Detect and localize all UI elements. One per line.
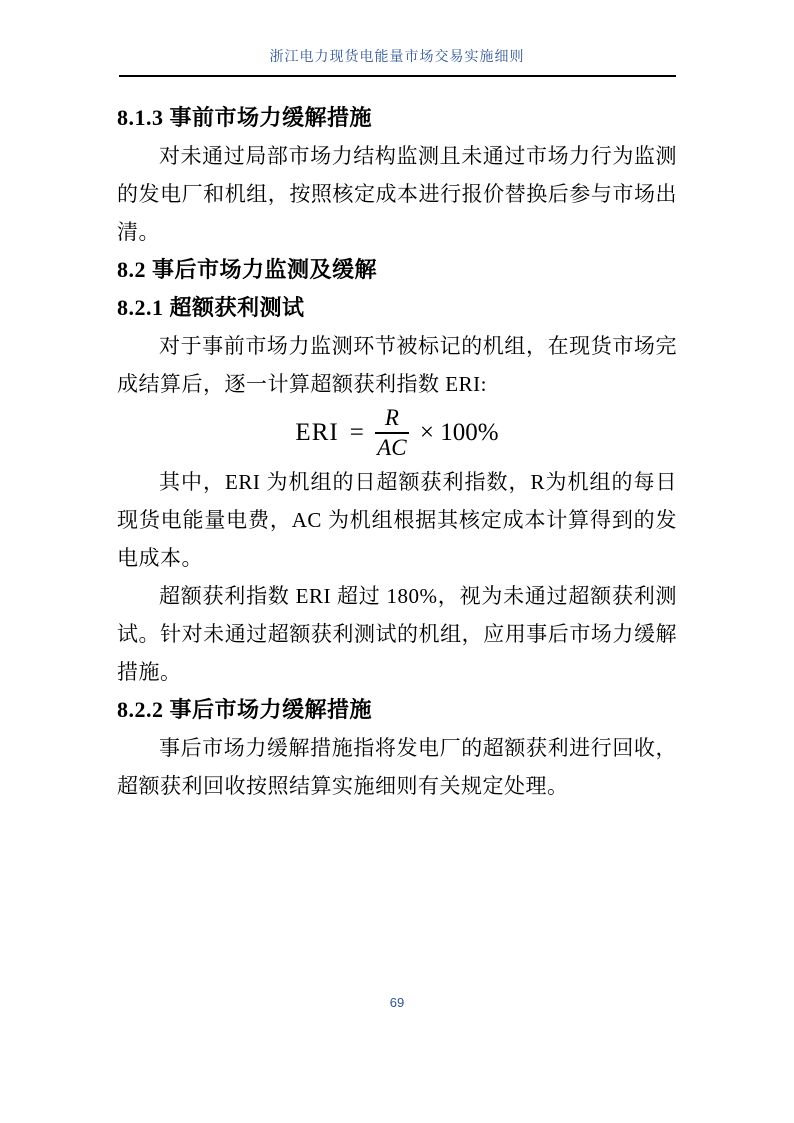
header-rule — [119, 75, 676, 77]
paragraph-8-2-1-intro: 对于事前市场力监测环节被标记的机组，在现货市场完成结算后，逐一计算超额获利指数 ERI: — [117, 334, 677, 396]
eri-formula — [117, 403, 677, 463]
page-footer — [0, 995, 794, 1010]
formula-multiplier: × 100% — [419, 419, 499, 447]
formula-equals-sign: = — [349, 419, 364, 447]
document-content — [117, 99, 677, 805]
formula-lhs: ERI — [295, 419, 339, 447]
formula-denominator: AC — [377, 435, 407, 460]
paragraph-8-2-2-body: 事后市场力缓解措施指将发电厂的超额获利进行回收，超额获利回收按照结算实施细则有关规定处理。 — [117, 736, 677, 798]
paragraph-8-2-1-definitions: 其中，ERI 为机组的日超额获利指数，R为机组的每日现货电能量电费，AC 为机组根据其核定成本计算得到的发电成本。 — [117, 470, 677, 570]
heading-8-2-1: 8.2.1 超额获利测试 — [117, 295, 305, 320]
page-number: 69 — [389, 995, 405, 1010]
page-header — [0, 0, 794, 77]
heading-8-2-2: 8.2.2 事后市场力缓解措施 — [117, 697, 373, 722]
formula-numerator: R — [375, 405, 409, 434]
header-title: 浙江电力现货电能量市场交易实施细则 — [269, 50, 525, 65]
formula-fraction — [375, 405, 409, 462]
heading-8-1-3: 8.1.3 事前市场力缓解措施 — [117, 105, 373, 130]
heading-8-2: 8.2 事后市场力监测及缓解 — [117, 257, 378, 282]
paragraph-8-2-1-threshold: 超额获利指数 ERI 超过 180%，视为未通过超额获利测试。针对未通过超额获利测试的机组，应用事后市场力缓解措施。 — [117, 584, 677, 684]
paragraph-8-1-3-body: 对未通过局部市场力结构监测且未通过市场力行为监测的发电厂和机组，按照核定成本进行报价替换后参与市场出清。 — [117, 144, 677, 244]
